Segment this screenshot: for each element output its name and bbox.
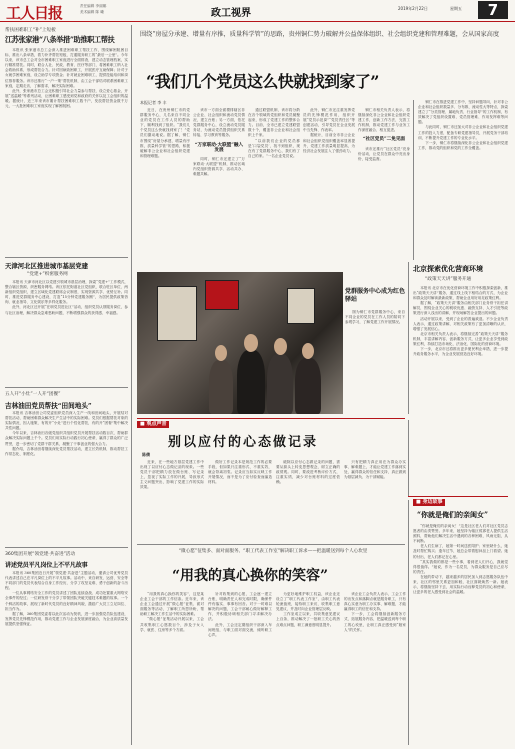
photo-poster — [157, 286, 197, 341]
viewpoint-headline: 别以应付的心态做记录 — [168, 435, 319, 450]
stories-body: “你就是俺们的亲闺女！”这是社区老人们对社区党员志愿者的由衷赞誉。多年来，她坚持为辖区孤寡老人提供生活照料，帮助他们解决生活中遇到的各种困难，风雨无阻，从不间断。 老人们生病了，她第一时间送医陪护；家里缺什么，她及时帮忙购买；逢年过节，她总会带着慰问品上门看望。她的付出，老人们都记在心里。 “其实我做的都是一些小事，看到老人们开心，我就觉得很值得。”她说，作为一名党员，为群众服务是自己应尽的责任。 在她的带动下，越来越多的居民加入到志愿服务队伍中来，社区的邻里关系更加和睦，社区面貌焕然一新。她表示，将继续坚持下去，用实际行动诠释党员的初心和使命，让更多的老人感受到社会的温暖。 — [413, 524, 508, 595]
bottom-headline: “用我的真心换你的笑容” — [172, 568, 329, 584]
paper-logo: 工人日报 — [6, 4, 63, 22]
feature-body-col-5: 铜仁市相关负责人表示，将继续深化非公企业和社会组织党建工作，创新工作方法，完善工作机制，推动党建工作与业务工作深度融合、相互促进。 “社区党员”二免见面 该市还推行“社区党员”亮身份活动，让党员在群众中亮出身份，接受监督。 — [358, 108, 410, 161]
right-column-top-body: 铜仁市在推进党建工作中，坚持问题导向，针对非公企业和社会组织数量多、分布散、流动性大等特点，探索建立了“分类管理、属地负责、行业指导”的工作机制，有效解决了党组织设置难、党员管理难、作用发挥难等问题。 与此同时，铜仁市还加大对非公企业和社会组织党建工作的投入力度，配备专职党建指导员，开展党务干部培训，不断提升党建工作的专业化水平。 下一步，铜仁市将继续深化非公企业和社会组织党建工作，推动党的组织和党的工作全覆盖。 — [418, 100, 508, 150]
section-title: 政工视界 — [211, 8, 251, 19]
feature-body-col-3: 通过联盟机制，该市将分散在各个领域的党组织和党员凝聚起来，形成了党建工作的整体合力。目前，全市已建立党建联盟数十个，覆盖非公企业和社会组织上千家。 “以前我们企业的党员都是‘口袋党员’，找不到组织，现在有了党群服务中心，我们有了自己的家。”一名企业党员说。 — [248, 108, 300, 158]
viewpoint-body-col-2: 做好工作记录本是规范工作的必要手段，但如果只注重形式、不重实效，就会背离初衷。记录应当如实反映工作开展情况，而不是为了应付检查而编造材料。 — [208, 460, 272, 485]
feature-photo — [137, 272, 343, 414]
viewpoint-body-col-1: 近来，在一些地方基层党建工作中出现了以应付心态做记录的现象。一些党员干部把精力放在做台账、写记录上，忽视了实际工作的开展，导致形式主义问题突出，影响了党建工作的实际效果。 — [140, 460, 204, 490]
photo-person — [209, 360, 233, 414]
article-3-kicker: 五人开“小灶”一人开“团餐” — [5, 392, 61, 397]
feature-subhead-1: “万家联动·大联盟”融入发展 — [194, 142, 244, 153]
feature-body-col-2: 该市一方面全面摸排辖区非公企业、社会组织和流动党员情况，建立台账；另一方面，依托党群服务中心，设立流动党员服务站，为流动党员提供组织关系转接、学习教育等服务。 “万家联动·大联盟”融入发展 同时，铜仁市还建立了“万家联动·大联盟”机制，推动区域内党组织资源共享、活动共办、难题共解。 — [193, 108, 245, 177]
issue-weekday: 星期五 — [450, 6, 462, 11]
article-2-headline: 天津河北区推进城市基层党建 — [5, 262, 89, 270]
article-1-kicker: 帮扶困难职工“补”上短板 — [5, 28, 56, 33]
section-label-stories: ■ 身边故事 — [413, 499, 445, 506]
article-3-body: 本报讯 吉林油田公司党委组织党员深入生产一线和田间地头，开展结对帮扶活动，帮助困难群众解决生产生活中的实际困难。党员们根据帮扶对象的实际情况，因人施策，有的开“小灶”进行个性化帮扶，有的开“团餐”集中解决共性问题。 今年以来，吉林油田各级党组织共组织党员开展帮扶活动数百次，帮助群众解决实际问题上千个。党员们用实际行动践行初心使命，赢得了群众的广泛赞誉，进一步密切了党群干群关系，凝聚了干事创业的强大合力。 据介绍，吉林油田将继续深化党员帮扶活动，建立长效机制，推动帮扶工作常态化、制度化。 — [5, 411, 128, 456]
feature-subhead-2: “社区党员”二免见面 — [362, 137, 406, 143]
bottom-kicker: “微心愿”征集多、面对面服务、“职工代表工作室”解决职工诉求——把温暖送到每个人心坎里 — [178, 549, 368, 554]
masthead — [0, 0, 515, 22]
photo-person — [267, 354, 293, 414]
article-2-body: 本报讯 天津市河北区以党建引领城市基层治理，探索“党建+”工作模式，整合辖区资源，织密服务网络。该区依托街道社区党组织，联合驻区单位、两新组织党组织，建立区域化党建联席会议制度，实现资源共享、优势互补。同时，推进党群服务中心建设，打造“15分钟党建服务圈”，为居民提供政策咨询、就业指导、文化娱乐等多样化服务。 此外，河北区还开展“在职党员进社区”活动，组织党员认领服务岗位，参与社区治理，解决群众急难愁盼问题，不断增强群众的获得感、幸福感。 — [5, 280, 128, 315]
photo-caption: 党群服务中心成为红色驿站 — [345, 288, 406, 303]
section-label-viewpoint: ■ 观点声音 — [137, 421, 169, 428]
designer-credit: 美术编辑 陈 曦 — [80, 10, 104, 14]
photo-person — [237, 350, 265, 414]
feature-kicker: 围绕“房屋分承建、增量有序推，质量科学管”的思路，贵州铜仁势力破解并公益保体组织、社会组织党建和管理难题，会从国家高度 — [140, 31, 500, 38]
photo-person-face — [215, 345, 227, 361]
feature-body-col-1: 近日，在贵州铜仁市的党群服务中心，几名来自不同企业的党员在工作人员的帮助下，顺利找到了组织。“我们几个党员这么快就找到家了！”党员们激动地说。据了解，铜仁市围绕“房屋分承建、增量有序推，质量科学管”的思路，积极破解非公企业和社会组织党建和管理难题。 — [140, 108, 190, 158]
stories-headline: “你就是俺们的亲闺女” — [417, 510, 489, 519]
photo-poster — [287, 288, 315, 324]
right-article-subhead: “政策天天讲”服务开通 — [425, 277, 472, 282]
article-1-headline: 江苏张家港“八条举措”助推职工帮扶 — [5, 35, 115, 44]
bottom-body-col-2: 针对收集到的心愿，工会逐一建立台账，明确责任人和完成时限，确保件件有落实、事事有回音。对于一时难以解决的问题，工会干部耐心做好解释工作，并积极协调相关部门寻求解决办法。 此外，工会还定期组织干部深入车间班组，与职工面对面交流，倾听职工心声。 — [208, 592, 272, 637]
photo-caption-body: 图为铜仁市党群服务中心，来自不同企业的党员在工作人员的陪同下参观学习，了解党建工作开展情况。 — [345, 310, 405, 325]
issue-date: 2019年2月22日 — [398, 6, 428, 11]
photo-person — [295, 358, 321, 414]
bottom-body-col-4: 该企业工会负责人表示，工会工作的出发点和落脚点就是服务职工，只有真心实意为职工办实事、解难题，才能赢得职工的信任和支持。 下一步，工会将继续创新服务方式，拓展服务内容，把温暖送到每个职工的心坎里，让职工真正感受到“娘家人”的关怀。 — [344, 592, 406, 632]
photo-poster — [205, 280, 239, 310]
right-article-headline: 北京探索优化营商环境 — [413, 264, 483, 273]
bottom-body-col-1: “用我的真心换你的笑容”，这是某企业工会干部的工作信条。近年来，该企业工会通过开展“微心愿”征集、面对面服务等活动，了解职工所思所盼，帮助职工解决工作生活中的实际困难。 “微心愿”征集活动开展以来，工会共收集职工心愿数百个，涉及子女入学、就医、住房等多个方面。 — [140, 592, 204, 632]
article-1-body: 本报讯 张家港市总工会深入推进困难职工帮扶工作，围绕解困脱困目标，推出八条举措，着力补齐帮扶短板，打通服务职工的“最后一公里”。今年以来，该市总工会对全市困难职工家庭进行全面排查，建立动态管理档案，实行精准帮扶。同时，联合人社、民政、教育、医疗等部门，将困难职工纳入社会救助体系，形成帮扶合力。针对因病致困职工，开展医疗互助保障；针对子女就学困难家庭，设立助学专项资金；针对就业困难职工，提供技能培训和岗位推荐服务。该市还推行“一户一策”帮扶机制，由工会干部结对联系困难职工家庭，定期走访，了解需求，解决实际困难。 此外，张家港市总工会还积极引导社会力量参与帮扶，设立爱心基金，开展“送温暖”等系列活动，让困难职工感受到党和政府的关怀以及工会组织的温暖。据统计，近三年来该市累计帮扶困难职工数千户，发放帮扶资金数千万元，一大批困难职工家庭实现了解困脱困。 — [5, 48, 128, 109]
feature-headline: “我们几个党员这么快就找到家了” — [146, 72, 379, 91]
article-4-headline: 讲述党员平凡岗位上不平凡故事 — [5, 562, 88, 569]
editor-credit: 责任编辑 李丽娜 — [80, 4, 107, 8]
left-column — [5, 25, 128, 745]
photo-person-face — [244, 334, 258, 352]
page-number: 7 — [478, 1, 508, 19]
article-4-kicker: 360集团开展“领党建·共奋进”活动 — [5, 552, 76, 557]
bottom-body-col-3: 为更好地维护职工权益，该企业还设立了“职工代表工作室”，由职工代表轮流值班，接待职工来访，收集职工意见建议，并及时向企业管理层反映。 工作室成立以来，共收集意见建议上百条，推动解决了一批职工关心的热点难点问题，职工满意度明显提升。 — [276, 592, 340, 627]
right-article-body: 本报讯 北京市在优化营商环境工作中积极探索创新，推出“政策天天讲”服务，通过线上线下相结合的方式，为企业和群众及时解读最新政策，帮助企业用好用足政策红利。 据了解，“政策天天讲”服务由相关部门业务骨干担任讲解员，围绕企业关心的税收优惠、融资支持、人才引进等政策进行深入浅出的讲解，并现场解答企业提出的问题。 活动开展以来，受到了企业的普遍欢迎。不少企业负责人表示，通过政策讲解，对相关政策有了更加清晰的认识，增强了发展信心。 北京市相关负责人表示，将继续完善“政策天天讲”服务机制，丰富讲解内容，创新服务方式，让更多企业享受到政策红利，持续打造市场化、法治化、国际化的营商环境。 下一步，北京市还将推出更多便民利企举措，进一步提升政务服务水平，为企业发展营造良好环境。 — [413, 286, 508, 357]
article-4-body: 本报讯 360集团近日开展“领党建·共奋进”主题活动，邀请公司优秀党员代表讲述自己在平凡岗位上的不平凡故事。活动中，来自研发、运营、安全等不同部门的党员代表结合自身工作经历，分享了攻坚克难、勇于创新的奋斗历程。 一位从事网络安全工作的党员讲述了团队连续奋战、成功处置重大网络安全事件的经过；一位研发骨干分享了带领团队突破关键技术难题的故事。一个个鲜活的故事，展现了新时代党员的良好精神风貌，激励广大员工立足岗位、担当作为。 据了解，360集团党委将以此次活动为契机，进一步加强党员队伍建设，发挥党员先锋模范作用，推动党建工作与企业发展深度融合，为企业高质量发展提供坚强保证。 — [5, 571, 128, 626]
viewpoint-body-col-4: 只有把精力真正用在为群众办实事、解难题上，才能让党建工作落到实处，赢得群众的信任和支持，真正做到为基层减负、为干部赋能。 — [344, 460, 406, 480]
feature-byline: 本报记者 李 丰 — [140, 100, 167, 105]
viewpoint-author: 陈倩 — [142, 452, 150, 457]
article-3-headline: 吉林油田党员帮扶“田间地头” — [5, 402, 92, 410]
photo-person-face — [302, 343, 314, 359]
article-2-subhead: “党建+”织密服务网 — [27, 272, 68, 277]
photo-person-face — [274, 338, 287, 355]
viewpoint-body-col-3: 破除以应付心态做记录的问题，需要从源头上转变思想观念，树立正确的政绩观。同时，要改进考核评价方式，注重实绩，减少对台账材料的过度依赖。 — [276, 460, 340, 485]
feature-body-col-4: 此外，铜仁市还注重发挥党员的先锋模范作用，组织开展“党员示范岗”“党员责任区”等创建活动，引导党员在企业发展中当先锋、作表率。 据统计，目前全市非公企业和社会组织党组织覆盖率显著提升，党建工作质量明显提高，为经济社会发展注入了强劲动力。 — [303, 108, 355, 153]
photo-caption-box — [345, 272, 405, 414]
